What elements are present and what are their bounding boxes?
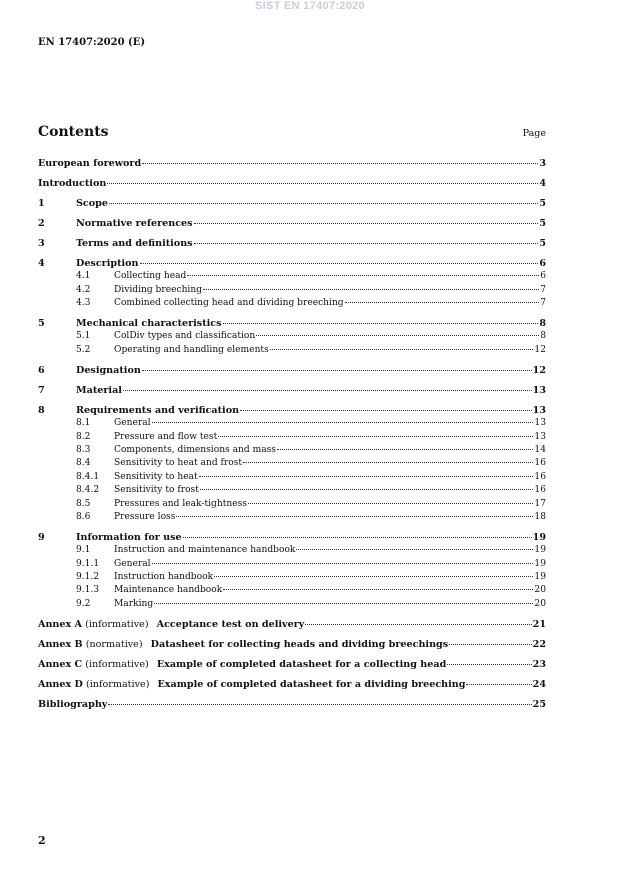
toc-page: 19	[532, 531, 546, 543]
toc-page: 20	[534, 585, 546, 596]
toc-leader	[218, 436, 533, 437]
toc-title: Dividing breeching	[114, 284, 203, 295]
toc-number: 8.4.2	[76, 485, 100, 496]
toc-leader	[449, 644, 531, 645]
annex-kind: (informative)	[85, 678, 150, 690]
toc-entry-4-1[interactable]	[38, 270, 546, 283]
toc-leader	[109, 203, 538, 204]
toc-number: 9.1.1	[76, 558, 100, 569]
toc-entry-9-1[interactable]	[38, 544, 546, 557]
page-number: 2	[38, 834, 46, 847]
toc-leader	[142, 163, 538, 164]
toc-number: 8.3	[76, 444, 91, 455]
toc-entry-8-1[interactable]	[38, 417, 546, 430]
toc-leader	[214, 576, 533, 577]
toc-title: Pressure and flow test	[114, 431, 218, 442]
page-column-label: Page	[522, 128, 546, 139]
toc-number: 8.4.1	[76, 471, 100, 482]
watermark: SIST EN 17407:2020	[255, 0, 365, 12]
toc-page: 19	[534, 545, 546, 556]
toc-entry-8-6[interactable]	[38, 511, 546, 524]
toc-title: General	[114, 418, 151, 429]
toc-page: 21	[532, 618, 546, 630]
toc-entry-foreword[interactable]	[38, 157, 546, 170]
toc-title: ColDiv types and classification	[114, 331, 256, 342]
toc-number: 5.1	[76, 331, 91, 342]
toc-title: Information for use	[76, 531, 182, 543]
toc-page: 25	[532, 698, 546, 710]
toc-title: Sensitivity to heat and frost	[114, 458, 243, 469]
toc-title: Terms and definitions	[76, 237, 193, 249]
toc-entry-8-3[interactable]	[38, 444, 546, 457]
toc-leader	[305, 624, 531, 625]
toc-page: 22	[532, 638, 546, 650]
toc-number: 8.5	[76, 498, 91, 509]
toc-number: 5	[38, 318, 45, 330]
toc-leader	[194, 223, 539, 224]
toc-leader	[203, 289, 539, 290]
annex-title: Acceptance test on delivery	[156, 618, 305, 630]
toc-title: Scope	[76, 197, 108, 209]
toc-entry-8-4-2[interactable]	[38, 484, 546, 497]
toc-leader	[123, 390, 532, 391]
toc-title: European foreword	[38, 158, 142, 169]
toc-leader	[199, 476, 534, 477]
annex-label: Annex D	[38, 678, 83, 690]
toc-leader	[277, 449, 533, 450]
toc-page: 23	[532, 658, 546, 670]
annex-title: Example of completed datasheet for a dividing breeching	[157, 678, 466, 690]
toc-number: 8	[38, 404, 45, 416]
toc-title: Collecting head	[114, 271, 187, 282]
toc-leader	[223, 589, 533, 590]
toc-leader	[466, 684, 531, 685]
toc-leader	[296, 549, 533, 550]
toc-page: 3	[539, 158, 546, 169]
toc-title: Instruction and maintenance handbook	[114, 545, 296, 556]
toc-page: 4	[539, 177, 546, 189]
toc-number: 9.1.3	[76, 585, 100, 596]
toc-leader	[183, 537, 532, 538]
annex-title: Example of completed datasheet for a collecting head	[156, 658, 447, 670]
toc-title: General	[114, 558, 151, 569]
toc-leader	[107, 183, 538, 184]
toc-title: Designation	[76, 364, 141, 376]
toc-page: 6	[539, 257, 546, 269]
toc-number: 3	[38, 237, 45, 249]
toc-page: 13	[532, 384, 546, 396]
toc-entry-9-1-3[interactable]	[38, 584, 546, 597]
toc-number: 1	[38, 197, 45, 209]
toc-page: 5	[539, 217, 546, 229]
toc-leader	[194, 243, 539, 244]
toc-number: 9.1.2	[76, 572, 100, 583]
toc-number: 4	[38, 257, 45, 269]
toc-page: 24	[532, 678, 546, 690]
annex-kind: (informative)	[85, 658, 149, 670]
toc-page: 7	[540, 284, 546, 295]
toc-title: Combined collecting head and dividing breeching	[114, 298, 344, 309]
toc-leader	[152, 563, 534, 564]
toc-number: 9	[38, 531, 45, 543]
toc-number: 8.4	[76, 458, 91, 469]
toc-page: 13	[532, 404, 546, 416]
toc-leader	[140, 263, 539, 264]
toc-number: 7	[38, 384, 45, 396]
toc-number: 4.1	[76, 271, 91, 282]
toc-number: 2	[38, 217, 45, 229]
toc-page: 19	[534, 558, 546, 569]
toc-entry-9-1-2[interactable]	[38, 571, 546, 584]
toc-title: Normative references	[76, 217, 193, 229]
toc-entry-3[interactable]	[38, 237, 546, 250]
toc-entry-2[interactable]	[38, 217, 546, 230]
toc-number: 5.2	[76, 344, 91, 355]
toc-entry-7[interactable]	[38, 384, 546, 397]
toc-page: 16	[534, 471, 546, 482]
toc-page: 17	[534, 498, 546, 509]
toc-leader	[176, 516, 533, 517]
toc-page: 8	[539, 318, 546, 330]
contents-title: Contents	[38, 124, 109, 140]
toc-leader	[108, 704, 531, 705]
toc-entry-annex-c[interactable]	[38, 658, 546, 671]
toc-title: Requirements and verification	[76, 404, 240, 416]
annex-kind: (normative)	[85, 638, 143, 650]
toc-number: 8.6	[76, 511, 91, 522]
toc-number: 9.2	[76, 598, 91, 609]
table-of-contents	[38, 157, 546, 711]
toc-entry-8-2[interactable]	[38, 431, 546, 444]
toc-number: 4.2	[76, 284, 91, 295]
annex-kind: (informative)	[85, 618, 149, 630]
toc-page: 12	[532, 364, 546, 376]
annex-label: Annex C	[38, 658, 83, 670]
toc-entry-9-1-1[interactable]	[38, 558, 546, 571]
toc-page: 13	[534, 431, 546, 442]
toc-number: 6	[38, 364, 45, 376]
document-id: EN 17407:2020 (E)	[38, 37, 146, 48]
annex-label: Annex A	[38, 618, 83, 630]
toc-leader	[243, 462, 533, 463]
toc-page: 13	[534, 418, 546, 429]
toc-entry-8[interactable]	[38, 404, 546, 417]
toc-page: 12	[534, 344, 546, 355]
toc-number: 8.2	[76, 431, 91, 442]
toc-number: 8.1	[76, 418, 91, 429]
toc-entry-5-1[interactable]	[38, 330, 546, 343]
toc-title: Sensitivity to heat	[114, 471, 198, 482]
toc-number: 4.3	[76, 298, 91, 309]
toc-entry-9[interactable]	[38, 531, 546, 544]
toc-entry-9-2[interactable]	[38, 598, 546, 611]
toc-page: 5	[539, 197, 546, 209]
toc-leader	[447, 664, 531, 665]
toc-page: 16	[534, 458, 546, 469]
toc-leader	[270, 349, 534, 350]
toc-leader	[223, 323, 539, 324]
toc-entry-5[interactable]	[38, 317, 546, 330]
toc-page: 20	[534, 598, 546, 609]
toc-page: 14	[534, 444, 546, 455]
toc-entry-bibliography[interactable]	[38, 698, 546, 711]
toc-entry-annex-a[interactable]	[38, 618, 546, 631]
toc-entry-8-4-1[interactable]	[38, 471, 546, 484]
toc-entry-annex-d[interactable]	[38, 678, 546, 691]
toc-page: 18	[534, 511, 546, 522]
toc-title: Pressure loss	[114, 511, 176, 522]
toc-title: Operating and handling elements	[114, 344, 269, 355]
toc-entry-6[interactable]	[38, 364, 546, 377]
toc-leader	[240, 410, 532, 411]
toc-entry-4-3[interactable]	[38, 297, 546, 310]
annex-title: Datasheet for collecting heads and dividing breechings	[150, 638, 449, 650]
toc-entry-8-5[interactable]	[38, 498, 546, 511]
annex-label: Annex B	[38, 638, 83, 650]
toc-page: 19	[534, 572, 546, 583]
toc-title: Marking	[114, 598, 154, 609]
toc-entry-4-2[interactable]	[38, 284, 546, 297]
toc-title: Sensitivity to frost	[114, 485, 199, 496]
toc-title: Description	[76, 257, 139, 269]
toc-leader	[142, 370, 532, 371]
toc-leader	[256, 335, 539, 336]
toc-leader	[248, 503, 534, 504]
toc-page: 7	[540, 298, 546, 309]
toc-leader	[200, 489, 534, 490]
toc-entry-5-2[interactable]	[38, 344, 546, 357]
toc-title: Maintenance handbook	[114, 585, 223, 596]
toc-leader	[345, 302, 540, 303]
toc-title: Instruction handbook	[114, 572, 214, 583]
toc-page: 5	[539, 237, 546, 249]
toc-title: Bibliography	[38, 698, 108, 710]
toc-leader	[187, 275, 539, 276]
toc-page: 8	[540, 331, 546, 342]
toc-leader	[152, 422, 534, 423]
toc-entry-introduction[interactable]	[38, 177, 546, 190]
toc-title: Pressures and leak-tightness	[114, 498, 247, 509]
toc-title: Mechanical characteristics	[76, 318, 222, 330]
toc-entry-8-4[interactable]	[38, 457, 546, 470]
toc-entry-1[interactable]	[38, 197, 546, 210]
toc-entry-4[interactable]	[38, 257, 546, 270]
toc-page: 6	[540, 271, 546, 282]
toc-title: Components, dimensions and mass	[114, 444, 276, 455]
toc-entry-annex-b[interactable]	[38, 638, 546, 651]
toc-leader	[154, 603, 533, 604]
toc-title: Material	[76, 384, 122, 396]
toc-number: 9.1	[76, 545, 91, 556]
toc-title: Introduction	[38, 177, 107, 189]
toc-page: 16	[534, 485, 546, 496]
